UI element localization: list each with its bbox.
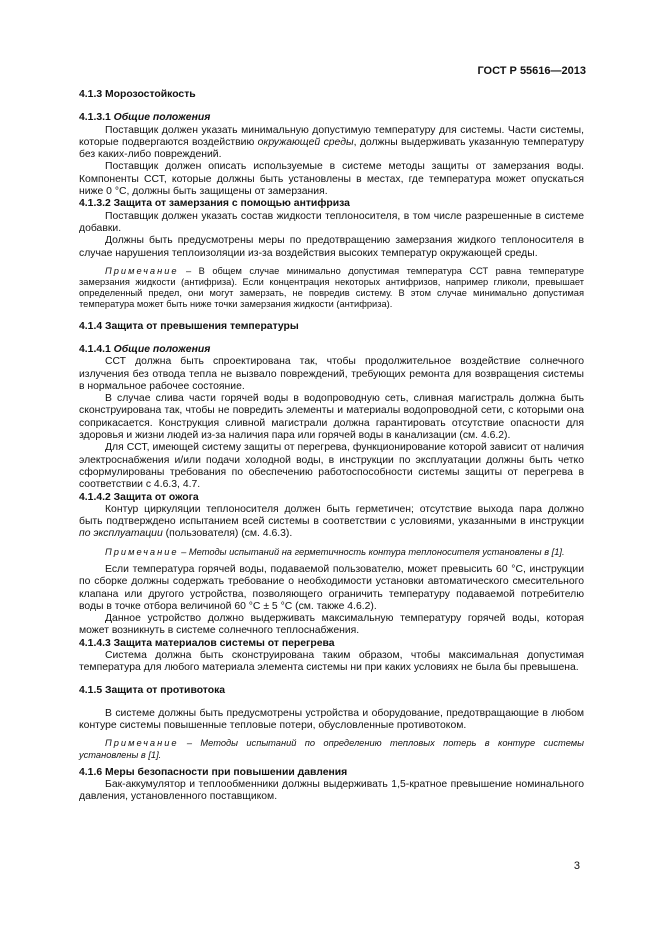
note-label: Примечание (105, 546, 179, 557)
document-code: ГОСТ Р 55616—2013 (477, 65, 586, 77)
note (79, 738, 584, 760)
paragraph: Бак-аккумулятор и теплообменники должны выдерживать 1,5-кратное превышение номинального давления, установленного поставщиком. (79, 779, 584, 803)
paragraph: Данное устройство должно выдерживать максимальную температуру горячей воды, которая может возникнуть в системе солнечного теплоснабжения. (79, 613, 584, 637)
paragraph: В системе должны быть предусмотрены устройства и оборудование, предотвращающие в любом контуре системы повышенные тепловые потери, обусловленные противотоком. (79, 707, 584, 732)
note (79, 547, 584, 558)
paragraph: Система должна быть сконструирована таким образом, чтобы максимальная допустимая температура для любого материала элемента системы ни при каких условиях не была бы превышена. (79, 650, 584, 674)
text-run: , должны выдерживать указанную температуру без каких-либо повреждений. (79, 136, 585, 161)
heading-number: 4.1.3.1 (79, 112, 114, 124)
heading-4-1-5: 4.1.5 Защита от противотока (79, 684, 226, 696)
heading-title: Общие положения (113, 112, 211, 124)
heading-4-1-4-1 (79, 344, 584, 356)
note-text: – Методы испытаний по определению тепловых потерь в контуре системы установлены в [1]. (79, 738, 584, 760)
heading-4-1-4-2: 4.1.4.2 Защита от ожога (79, 491, 199, 503)
paragraph: Если температура горячей воды, подаваемой пользователю, может превысить 60 °С, инструкции по сборке должны содержать требование о необходимости установки автоматического смесительного клапана или другого устройства, позволяющего ограничить температуру подаваемой потребителю воды в точке отбора величиной 60 °С ± 5 °С (см. также 4.6.2). (79, 563, 584, 612)
text-run: Контур циркуляции теплоносителя должен быть герметичен; отсутствие выхода пара должно быть подтверждено испытанием всей системы в соответствии с условиями, указанными в инструкции (79, 503, 584, 528)
note-text: – В общем случае минимально допустимая температура ССТ равна температуре замерзания жидкости (антифриза). Если концентрация некоторых антифризов, например гликоли, превышает определенный предел, они могут замерзать, не повредив систему. В этом случае минимально допустимая температура может быть ниже точки замерзания жидкости (антифриза). (79, 265, 584, 310)
heading-title: Общие положения (113, 343, 211, 355)
paragraph (79, 504, 584, 541)
paragraph: Для ССТ, имеющей систему защиты от перегрева, функционирование которой зависит от наличия электроснабжения и/или подачи холодной воды, в инструкции по эксплуатации должны быть четко сформулированы требования по обеспечению работоспособности системы защиты от перегрева в соответствии с 4.6.3, 4.7. (79, 442, 584, 491)
heading-4-1-4-3: 4.1.4.3 Защита материалов системы от перегрева (79, 637, 335, 649)
heading-4-1-6: 4.1.6 Меры безопасности при повышении давления (79, 766, 348, 778)
paragraph (79, 125, 584, 162)
note-label: Примечание (105, 265, 179, 276)
note-text: – Методы испытаний на герметичность контура теплоносителя установлены в [1]. (178, 546, 565, 557)
text-run: (пользователя) (см. 4.6.3). (162, 528, 293, 540)
paragraph: ССТ должна быть спроектирована так, чтобы продолжительное воздействие солнечного излучения без отвода тепла не вызвало повреждений, требующих ремонта для возвращения системы в нормальное рабочее состояние. (79, 356, 584, 392)
emphasis-term: окружающей среды (257, 136, 354, 148)
paragraph: Должны быть предусмотрены меры по предотвращению замерзания жидкого теплоносителя в случае нарушения теплоизоляции из-за воздействия высоких температур окружающей среды. (79, 235, 584, 259)
page-number: 3 (573, 860, 580, 872)
heading-4-1-3: 4.1.3 Морозостойкость (79, 89, 196, 100)
text-run: Поставщик должен указать минимальную допустимую температуру для системы. Части системы, которые подвергаются воздействию (79, 124, 584, 148)
paragraph: В случае слива части горячей воды в водопроводную сеть, сливная магистраль должна быть сконструирована так, чтобы не повредить элементы и материалы водопроводной сети, с которыми она соприкасается. Конструкция сливной магистрали должна гарантировать отсутствие опасности для здоровья и жизни людей из-за наличия пара или горячей воды в канализации (см. 4.6.2). (79, 393, 584, 442)
note (79, 266, 584, 311)
note-label: Примечание (105, 738, 179, 749)
heading-4-1-3-1 (79, 112, 584, 124)
heading-4-1-3-2: 4.1.3.2 Защита от замерзания с помощью антифриза (79, 198, 350, 210)
paragraph: Поставщик должен указать состав жидкости теплоносителя, в том числе разрешенные в системе добавки. (79, 210, 584, 234)
paragraph: Поставщик должен описать используемые в системе методы защиты от замерзания воды. Компоненты ССТ, которые должны быть установлены в местах, где температура может опускаться ниже 0 °С, должны быть защищены от замерзания. (79, 161, 584, 198)
heading-number: 4.1.4.1 (79, 343, 114, 355)
document-body (79, 89, 584, 804)
emphasis-term: по эксплуатации (79, 528, 163, 540)
heading-4-1-4: 4.1.4 Защита от превышения температуры (79, 320, 299, 332)
